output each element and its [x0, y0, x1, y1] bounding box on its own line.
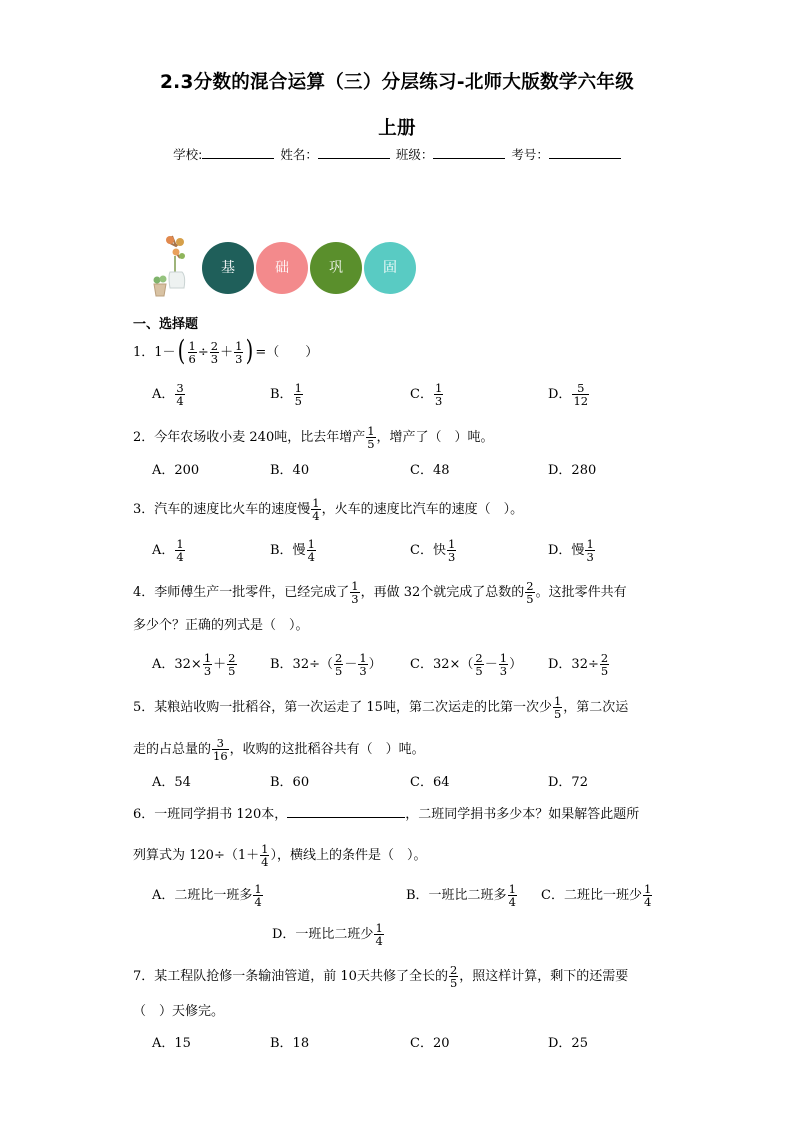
q2-option-a[interactable]: A．200 [152, 463, 200, 478]
q2-option-c[interactable]: C．48 [410, 463, 450, 478]
q6-option-a[interactable] [152, 883, 264, 908]
q7-option-c[interactable]: C．20 [410, 1036, 450, 1051]
banner-circle-3: 巩 [310, 242, 362, 294]
text-segment: ，第二次运 [563, 700, 629, 715]
question-4 [133, 580, 627, 605]
bracket: ) [246, 333, 254, 367]
text-segment: B．32÷（ [270, 657, 333, 672]
fraction-denominator: 3 [434, 394, 443, 408]
fraction-numerator: 1 [447, 537, 456, 551]
fraction-denominator: 4 [312, 509, 320, 523]
text-segment: ，增产了（ ）吨。 [376, 430, 494, 445]
class-field[interactable] [433, 146, 505, 159]
q6-option-d[interactable] [272, 922, 385, 947]
q4-option-a[interactable] [152, 652, 238, 677]
text-segment: B．一班比二班多 [406, 888, 507, 903]
question-3 [133, 497, 523, 522]
fraction-denominator: 3 [210, 352, 219, 366]
q3-option-c[interactable] [410, 538, 457, 563]
fraction-denominator: 3 [447, 550, 456, 564]
fraction-numerator: 3 [176, 381, 184, 395]
fraction [175, 382, 184, 407]
school-field[interactable] [202, 146, 274, 159]
fraction [572, 382, 589, 407]
text-segment: D．32÷ [548, 657, 599, 672]
fraction [553, 695, 562, 720]
question-2 [133, 425, 494, 450]
text-segment: ＋ [220, 345, 234, 360]
fraction-denominator: 5 [526, 592, 534, 606]
text-segment: ＋ [213, 657, 227, 672]
fraction-numerator: 1 [261, 842, 269, 856]
text-segment: D．慢 [548, 543, 585, 558]
q7-option-d[interactable]: D．25 [548, 1036, 588, 1051]
question-1 [133, 333, 319, 367]
text-segment: A． [152, 543, 175, 558]
text-segment: D．一班比二班少 [272, 927, 374, 942]
q1-option-d[interactable] [548, 382, 590, 407]
q1-option-b[interactable] [270, 382, 304, 407]
fraction-denominator: 3 [203, 664, 212, 678]
text-segment: C．32×（ [410, 657, 474, 672]
text-segment: C． [410, 387, 433, 402]
name-field[interactable] [318, 146, 390, 159]
fraction [210, 340, 219, 365]
fraction-denominator: 16 [213, 749, 228, 763]
fraction-numerator: 2 [600, 651, 609, 665]
text-segment: A．32× [152, 657, 202, 672]
fraction-denominator: 5 [475, 664, 483, 678]
fraction-denominator: 12 [573, 394, 589, 408]
fraction-denominator: 3 [351, 592, 359, 606]
q2-option-b[interactable]: B．40 [270, 463, 310, 478]
question-6-line2 [133, 843, 426, 868]
q3-option-d[interactable] [548, 538, 596, 563]
text-segment: ） [368, 657, 382, 672]
fraction [508, 883, 517, 908]
fraction-numerator: 5 [577, 381, 585, 395]
text-segment: － [344, 657, 358, 672]
page-title: 2.3分数的混合运算（三）分层练习-北师大版数学六年级 [159, 72, 635, 93]
q3-option-a[interactable] [152, 538, 186, 563]
text-segment: 6．一班同学捐书 120本， [133, 807, 288, 822]
fraction-numerator: 1 [254, 882, 262, 896]
fraction [358, 652, 367, 677]
text-segment: 5．某粮站收购一批稻谷，第一次运走了 15吨，第二次运走的比第一次少 [133, 700, 552, 715]
question-6 [133, 805, 639, 825]
text-segment: 列算式为 120÷（1＋ [133, 848, 260, 863]
q1-option-a[interactable] [152, 382, 186, 407]
fraction-numerator: 1 [235, 339, 243, 353]
section-banner [146, 232, 426, 298]
fraction [447, 538, 456, 563]
fraction-numerator: 1 [188, 339, 196, 353]
q6-option-b[interactable] [406, 883, 518, 908]
fraction [253, 883, 262, 908]
text-segment: ，二班同学捐书多少本？如果解答此题所 [405, 807, 640, 822]
fraction [212, 737, 229, 762]
fraction-numerator: 1 [499, 651, 508, 665]
plant-vase-icon [146, 232, 192, 298]
class-label: 班级： [395, 147, 434, 162]
q6-option-c[interactable] [541, 883, 653, 908]
fraction [307, 538, 316, 563]
fraction [499, 652, 508, 677]
text-segment: =（ ） [255, 345, 319, 360]
q5-option-b[interactable]: B．60 [270, 775, 310, 790]
fraction-numerator: 1 [176, 537, 184, 551]
text-segment: ，收购的这批稻谷共有（ ）吨。 [229, 742, 425, 757]
fraction-denominator: 4 [643, 895, 652, 909]
text-segment: 7．某工程队抢修一条输油管道，前 10天共修了全长的 [133, 969, 448, 984]
fraction [585, 538, 594, 563]
name-label: 姓名： [280, 147, 318, 162]
text-segment: 3．汽车的速度比火车的速度慢 [133, 502, 311, 517]
fraction-numerator: 1 [294, 381, 302, 395]
fraction [227, 652, 236, 677]
q5-option-d[interactable]: D．72 [548, 775, 588, 790]
q4-option-c[interactable] [410, 652, 522, 677]
text-segment: A．二班比一班多 [152, 888, 253, 903]
q7-option-b[interactable]: B．18 [270, 1036, 310, 1051]
fraction [203, 652, 212, 677]
fraction-numerator: 1 [203, 651, 212, 665]
text-segment: C．二班比一班少 [541, 888, 642, 903]
fraction-numerator: 2 [210, 339, 219, 353]
fraction-denominator: 5 [449, 976, 458, 990]
text-segment: ，火车的速度比汽车的速度（ ）。 [321, 502, 524, 517]
fraction [188, 340, 197, 365]
bracket: ( [177, 333, 185, 367]
page-title-line2: 上册 [378, 118, 416, 139]
fraction-numerator: 1 [586, 537, 594, 551]
fraction [260, 843, 269, 868]
fraction-denominator: 4 [176, 394, 184, 408]
fraction-denominator: 3 [359, 664, 367, 678]
text-segment: A． [152, 387, 175, 402]
text-segment: 走的占总量的 [133, 742, 212, 757]
fraction-numerator: 1 [643, 882, 652, 896]
student-info [0, 145, 794, 163]
school-label: 学校: [173, 147, 203, 162]
fraction [643, 883, 652, 908]
q7-option-a[interactable]: A．15 [152, 1036, 191, 1051]
text-segment: 1． [133, 345, 155, 360]
fraction-denominator: 5 [294, 394, 302, 408]
text-segment: ） [509, 657, 523, 672]
fraction-denominator: 5 [553, 707, 562, 721]
fraction-numerator: 2 [475, 651, 483, 665]
text-segment: 2．今年农场收小麦 240吨，比去年增产 [133, 430, 366, 445]
q5-option-c[interactable]: C．64 [410, 775, 450, 790]
text-segment: 1－ [154, 345, 176, 360]
fraction-numerator: 1 [367, 424, 375, 438]
banner-circle-1: 基 [202, 242, 254, 294]
fraction-denominator: 5 [335, 664, 343, 678]
q2-option-d[interactable]: D．280 [548, 463, 597, 478]
text-segment: ÷ [197, 345, 209, 360]
text-segment: D． [548, 387, 572, 402]
text-segment: B．慢 [270, 543, 306, 558]
text-segment: 。这批零件共有 [535, 585, 627, 600]
fraction [350, 580, 359, 605]
fraction-denominator: 5 [600, 664, 609, 678]
fraction [334, 652, 343, 677]
fraction-numerator: 1 [553, 694, 562, 708]
section-heading: 一、选择题 [133, 317, 199, 332]
fraction-numerator: 2 [228, 651, 236, 665]
text-segment: ，照这样计算，剩下的还需要 [459, 969, 629, 984]
fraction [234, 340, 243, 365]
fraction-numerator: 1 [307, 537, 315, 551]
fraction-denominator: 3 [499, 664, 508, 678]
text-segment: － [484, 657, 498, 672]
fraction-denominator: 4 [375, 934, 383, 948]
fraction-denominator: 4 [508, 895, 516, 909]
fraction-denominator: 6 [188, 352, 196, 366]
question-7 [133, 964, 628, 989]
question-5-line2 [133, 737, 425, 762]
fraction [600, 652, 609, 677]
fraction [474, 652, 483, 677]
question-5 [133, 695, 628, 720]
fraction-denominator: 4 [176, 550, 184, 564]
text-segment: B． [270, 387, 293, 402]
fraction-denominator: 4 [261, 855, 269, 869]
fraction-denominator: 5 [228, 664, 236, 678]
question-4-line2: 多少个？正确的列式是（ ）。 [133, 618, 309, 633]
fraction [294, 382, 303, 407]
exam-number-label: 考号： [511, 147, 549, 162]
fraction-numerator: 1 [508, 882, 516, 896]
banner-circle-4: 固 [364, 242, 416, 294]
fraction [374, 922, 383, 947]
fraction [449, 964, 458, 989]
fraction [366, 425, 375, 450]
fraction-denominator: 3 [235, 352, 243, 366]
fraction-denominator: 3 [586, 550, 594, 564]
fraction-denominator: 5 [367, 437, 375, 451]
text-segment: ），横线上的条件是（ ）。 [270, 848, 427, 863]
q5-option-a[interactable]: A．54 [152, 775, 191, 790]
fraction-numerator: 1 [359, 651, 367, 665]
fraction-denominator: 4 [254, 895, 262, 909]
fraction-numerator: 1 [312, 496, 320, 510]
fraction [434, 382, 443, 407]
fraction-numerator: 1 [375, 921, 383, 935]
fraction-numerator: 1 [351, 579, 359, 593]
banner-circle-2: 础 [256, 242, 308, 294]
fraction-numerator: 1 [434, 381, 443, 395]
fraction [175, 538, 184, 563]
text-segment: ，再做 32个就完成了总数的 [360, 585, 525, 600]
text-segment: C．快 [410, 543, 446, 558]
q3-option-b[interactable] [270, 538, 317, 563]
q1-option-c[interactable] [410, 382, 444, 407]
fraction-numerator: 2 [449, 963, 458, 977]
fraction-numerator: 3 [216, 736, 224, 750]
fraction-numerator: 2 [526, 579, 534, 593]
fraction-denominator: 4 [307, 550, 315, 564]
q4-option-b[interactable] [270, 652, 382, 677]
text-segment: 4．李师傅生产一批零件，已经完成了 [133, 585, 350, 600]
q4-option-d[interactable] [548, 652, 610, 677]
fraction [525, 580, 534, 605]
q6-blank [287, 805, 405, 818]
fraction [311, 497, 320, 522]
exam-number-field[interactable] [549, 146, 621, 159]
fraction-numerator: 2 [335, 651, 343, 665]
question-7-line2: （ ）天修完。 [133, 1004, 225, 1019]
